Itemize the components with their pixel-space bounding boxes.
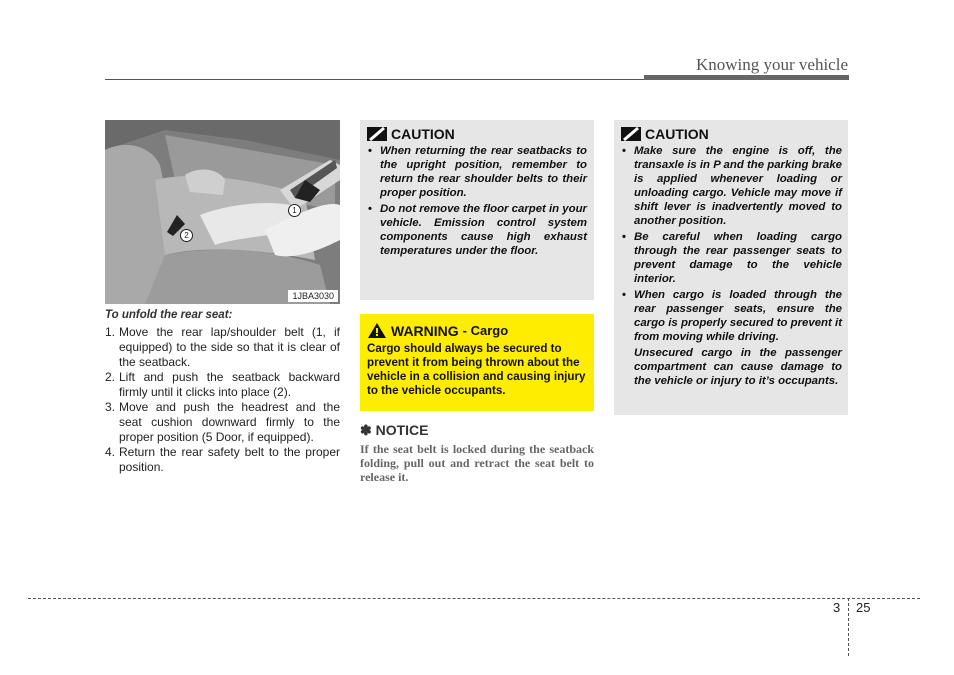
warning-triangle-icon bbox=[367, 322, 387, 339]
warning-heading bbox=[367, 322, 587, 339]
step-text: Lift and push the seatback backward firmly until it clicks into place (2). bbox=[119, 370, 340, 399]
warning-subtitle: - Cargo bbox=[462, 323, 509, 338]
caution-item: • Do not remove the floor carpet in your vehicle. Emission control system components cause high exhaust temperatures under the floor. bbox=[368, 203, 587, 257]
page-number: 25 bbox=[856, 600, 871, 615]
caution-icon bbox=[621, 127, 641, 141]
step-item bbox=[105, 445, 340, 475]
step-number: 4. bbox=[105, 445, 116, 459]
caution-icon bbox=[367, 127, 387, 141]
step-item bbox=[105, 325, 340, 370]
step-item bbox=[105, 370, 340, 400]
seat-photo-drawing bbox=[105, 120, 340, 304]
caution-box-cargo bbox=[614, 120, 848, 415]
caution-list bbox=[621, 144, 842, 388]
caution-item: • When returning the rear seatbacks to the upright position, remember to return the rear shoulder belts to their proper position. bbox=[368, 145, 587, 199]
caution-item-text: When returning the rear seatbacks to the upright position, remember to return the rear shoulder belts to their proper position. bbox=[380, 145, 587, 199]
caution-item-text: Be careful when loading cargo through the rear passenger seats to prevent damage to the vehicle interior. bbox=[634, 231, 842, 285]
caution-title: CAUTION bbox=[391, 126, 455, 142]
warning-body: Cargo should always be secured to prevent it from being thrown about the vehicle in a collision and causing injury to the vehicle occupants. bbox=[367, 342, 586, 397]
step-number: 3. bbox=[105, 400, 116, 414]
caution-heading bbox=[367, 126, 587, 142]
step-text: Move and push the headrest and the seat cushion downward firmly to the proper position (5 Door, if equipped). bbox=[119, 400, 340, 444]
instructions-subhead: To unfold the rear seat: bbox=[105, 309, 233, 321]
warning-box-cargo bbox=[360, 314, 594, 411]
step-text: Move the rear lap/shoulder belt (1, if equipped) to the side so that it is clear of the seatback. bbox=[119, 325, 340, 369]
caution-list bbox=[367, 144, 587, 258]
footer-rule bbox=[28, 598, 920, 599]
header-accent-bar bbox=[644, 75, 849, 80]
step-text: Return the rear safety belt to the proper position. bbox=[119, 445, 340, 474]
step-number: 2. bbox=[105, 370, 116, 384]
chapter-number: 3 bbox=[833, 600, 841, 615]
step-number: 1. bbox=[105, 325, 116, 339]
caution-item-text: When cargo is loaded through the rear passenger seats, ensure the cargo is properly secured to prevent it from moving while driving. bbox=[634, 289, 842, 343]
callout-1: 1 bbox=[288, 204, 301, 217]
notice-title: ✽ NOTICE bbox=[360, 422, 429, 438]
notice-body: If the seat belt is locked during the seatback folding, pull out and retract the seat belt to release it. bbox=[360, 442, 594, 484]
notice-section bbox=[360, 422, 594, 484]
figure-code: 1JBA3030 bbox=[288, 290, 338, 302]
caution-item: • When cargo is loaded through the rear passenger seats, ensure the cargo is properly secured to prevent it from moving while driving. bbox=[622, 289, 842, 343]
caution-box-seatbacks bbox=[360, 120, 594, 300]
caution-item-text: Do not remove the floor carpet in your vehicle. Emission control system components cause high exhaust temperatures under the floor. bbox=[380, 203, 587, 257]
warning-title: WARNING bbox=[391, 322, 459, 339]
caution-heading bbox=[621, 126, 842, 142]
steps-list bbox=[105, 325, 340, 475]
caution-item: • Make sure the engine is off, the transaxle is in P and the parking brake is applied whenever loading or unloading cargo. Vehicle may move if shift lever is inadvertently moved to another position. bbox=[622, 145, 842, 227]
seat-unfold-illustration bbox=[105, 120, 340, 304]
caution-item-text: Make sure the engine is off, the transaxle is in P and the parking brake is applied whenever loading or unloading cargo. Vehicle may move if shift lever is inadvertently moved to another position. bbox=[634, 145, 842, 227]
unfold-instructions bbox=[105, 308, 340, 475]
header-title: Knowing your vehicle bbox=[695, 55, 848, 74]
footer-divider bbox=[848, 598, 849, 656]
caution-item: • Be careful when loading cargo through the rear passenger seats to prevent damage to the vehicle interior. bbox=[622, 231, 842, 285]
caution-item-continuation: Unsecured cargo in the passenger compartment can cause damage to the vehicle or injury to it’s occupants. bbox=[634, 347, 842, 387]
callout-2: 2 bbox=[180, 229, 193, 242]
step-item bbox=[105, 400, 340, 445]
caution-title: CAUTION bbox=[645, 126, 709, 142]
